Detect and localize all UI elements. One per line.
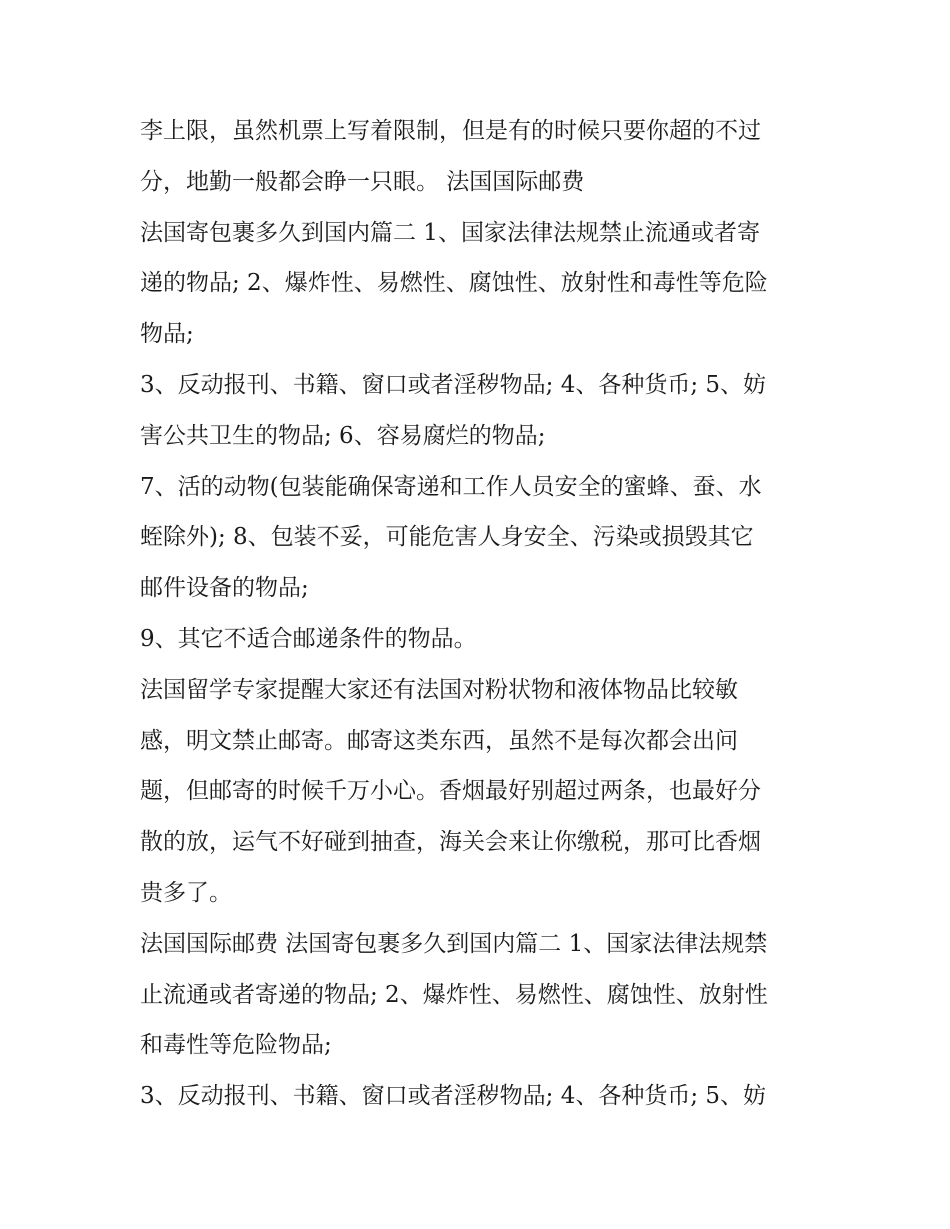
text-line-12: 法国留学专家提醒大家还有法国对粉状物和液体物品比较敏 [140, 676, 738, 703]
text-line-15: 散的放，运气不好碰到抽查，海关会来让你缴税，那可比香烟 [140, 829, 761, 856]
text-line-7: 害公共卫生的物品; 6、容易腐烂的物品; [140, 422, 546, 449]
text-line-1: 李上限，虽然机票上写着限制，但是有的时候只要你超的不过 [140, 118, 761, 144]
text-line-2: 分，地勤一般都会睁一只眼。 法国国际邮费 [140, 168, 585, 195]
text-line-10: 邮件设备的物品; [140, 575, 309, 602]
document-body [140, 106, 820, 1122]
text-line-5: 物品; [140, 321, 194, 348]
text-line-18: 止流通或者寄递的物品; 2、爆炸性、易燃性、腐蚀性、放射性 [140, 981, 768, 1008]
text-line-9: 蛭除外); 8、包装不妥，可能危害人身安全、污染或损毁其它 [140, 524, 754, 551]
text-line-17: 法国国际邮费 法国寄包裹多久到国内篇二 1、国家法律法规禁 [140, 930, 768, 957]
text-line-19: 和毒性等危险物品; [140, 1032, 332, 1059]
text-line-11: 9、其它不适合邮递条件的物品。 [140, 625, 477, 652]
text-line-6: 3、反动报刊、书籍、窗口或者淫秽物品; 4、各种货币; 5、妨 [140, 371, 767, 398]
text-line-20: 3、反动报刊、书籍、窗口或者淫秽物品; 4、各种货币; 5、妨 [140, 1083, 767, 1110]
text-line-14: 题，但邮寄的时候千万小心。香烟最好别超过两条，也最好分 [140, 778, 761, 805]
text-line-8: 7、活的动物(包装能确保寄递和工作人员安全的蜜蜂、蚕、水 [140, 473, 762, 500]
text-line-16: 贵多了。 [140, 879, 232, 906]
text-line-4: 递的物品; 2、爆炸性、易燃性、腐蚀性、放射性和毒性等危险 [140, 270, 768, 297]
text-line-13: 感，明文禁止邮寄。邮寄这类东西，虽然不是每次都会出问 [140, 727, 738, 754]
text-line-3: 法国寄包裹多久到国内篇二 1、国家法律法规禁止流通或者寄 [140, 219, 760, 246]
